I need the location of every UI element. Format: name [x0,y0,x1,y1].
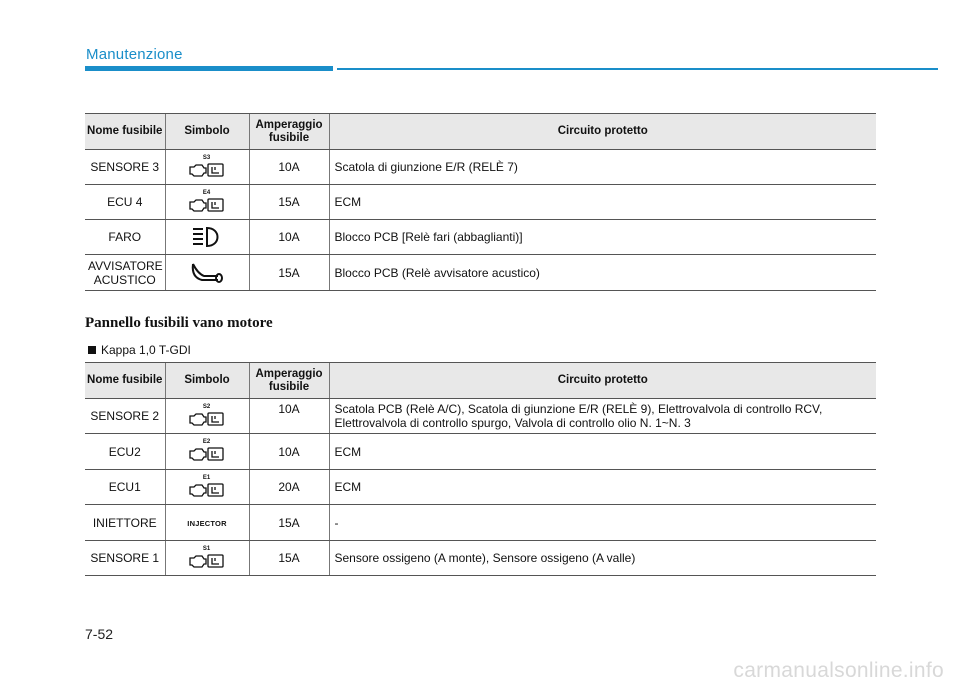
fuse-circuit: Blocco PCB (Relè avvisatore acustico) [329,255,876,291]
table-row [85,434,876,470]
fuse-amp: 10A [249,399,329,434]
fuse-symbol [165,470,249,505]
fuse-amp: 20A [249,470,329,505]
table-row [85,220,876,255]
horn-icon [190,262,226,284]
fuse-name: SENSORE 2 [85,399,165,434]
table-header-row [85,363,876,399]
fuse-circuit: Scatola di giunzione E/R (RELÈ 7) [329,150,876,185]
page-number: 7-52 [85,626,114,642]
fuse-name: AVVISATORE ACUSTICO [85,255,165,291]
fuse-symbol [165,150,249,185]
symbol-code: S2 [202,404,211,410]
fuse-symbol [165,505,249,541]
symbol-code: S1 [202,546,211,552]
engine-sensor-icon [188,411,226,426]
fuse-circuit: Sensore ossigeno (A monte), Sensore ossigeno (A valle) [329,541,876,576]
fuse-name: SENSORE 3 [85,150,165,185]
col-header-amp: Amperaggio fusibile [249,114,329,150]
col-header-name: Nome fusibile [85,114,165,150]
fuse-name: ECU2 [85,434,165,470]
fuse-circuit: Blocco PCB [Relè fari (abbaglianti)] [329,220,876,255]
fuse-symbol [165,185,249,220]
table-row [85,505,876,541]
square-bullet-icon [88,346,96,354]
engine-sensor-icon [188,482,226,497]
fuse-amp: 10A [249,434,329,470]
header-rule-thick [85,66,333,71]
engine-sensor-icon [188,162,226,177]
section-title: Manutenzione [86,46,183,63]
col-header-circuit: Circuito protetto [329,363,876,399]
fuse-circuit: ECM [329,470,876,505]
symbol-code: E1 [202,475,211,481]
fuse-circuit: Scatola PCB (Relè A/C), Scatola di giunzione E/R (RELÈ 9), Elettrovalvola di controllo RCV, Elettrovalvola di controllo spurgo, Valvola di controllo olio N. 1~N. 3 [329,399,876,434]
table-row [85,470,876,505]
subheading: Pannello fusibili vano motore [85,315,273,331]
table-row [85,399,876,434]
headlamp-icon [191,226,225,248]
col-header-amp: Amperaggio fusibile [249,363,329,399]
fuse-name: FARO [85,220,165,255]
fuse-amp: 10A [249,220,329,255]
fuse-amp: 15A [249,255,329,291]
col-header-symbol: Simbolo [165,114,249,150]
fuse-circuit: ECM [329,434,876,470]
fuse-symbol [165,255,249,291]
engine-sensor-icon [188,197,226,212]
col-header-symbol: Simbolo [165,363,249,399]
engine-note [88,343,191,357]
fuse-symbol [165,399,249,434]
fuse-name: ECU1 [85,470,165,505]
fuse-symbol [165,220,249,255]
fuse-amp: 15A [249,505,329,541]
table-header-row [85,114,876,150]
fuse-amp: 15A [249,541,329,576]
injector-label: INJECTOR [187,518,227,528]
fuse-amp: 15A [249,185,329,220]
engine-note-text: Kappa 1,0 T-GDI [101,343,191,357]
col-header-name: Nome fusibile [85,363,165,399]
fuse-amp: 10A [249,150,329,185]
fuse-name: INIETTORE [85,505,165,541]
symbol-code: E4 [202,190,211,196]
watermark: carmanualsonline.info [733,659,944,682]
fuse-circuit: ECM [329,185,876,220]
table-row [85,185,876,220]
fuse-circuit: - [329,505,876,541]
symbol-code: E2 [202,439,211,445]
engine-sensor-icon [188,446,226,461]
fuse-name: ECU 4 [85,185,165,220]
fuse-symbol [165,434,249,470]
fuse-name: SENSORE 1 [85,541,165,576]
symbol-code: S3 [202,155,211,161]
table-row [85,541,876,576]
col-header-circuit: Circuito protetto [329,114,876,150]
fuse-table-passenger [85,113,876,291]
fuse-symbol [165,541,249,576]
engine-sensor-icon [188,553,226,568]
fuse-table-engine [85,362,876,576]
table-row [85,150,876,185]
header-rule-thin [337,68,938,70]
table-row [85,255,876,291]
